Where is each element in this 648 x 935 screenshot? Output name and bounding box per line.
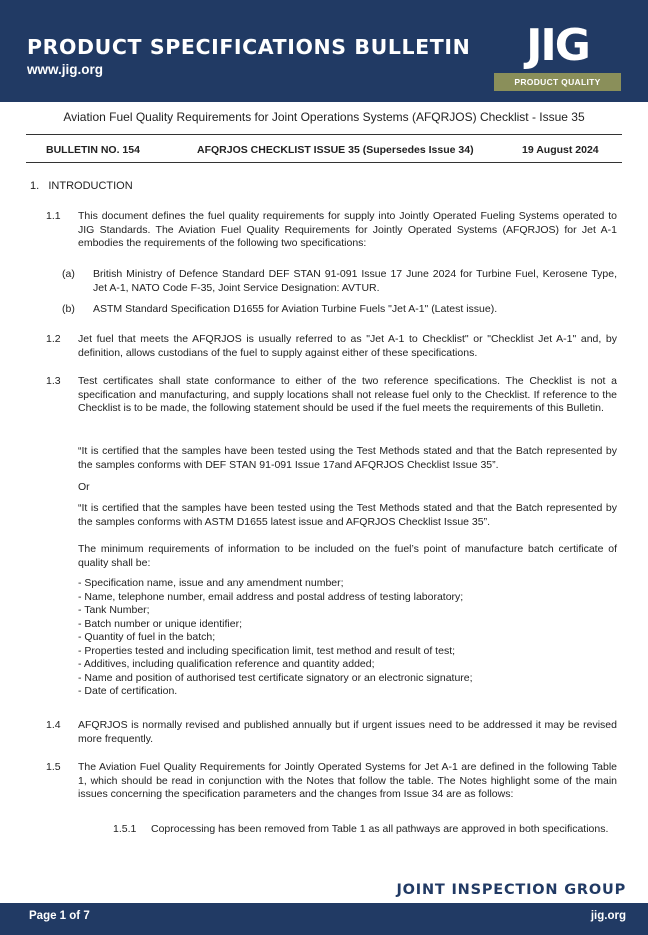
para-number: 1.1 <box>46 210 61 222</box>
minimum-requirements-intro: The minimum requirements of information to be included on the fuel’s point of manufacture batch certificate of quality shall be: <box>78 543 617 569</box>
list-item: - Date of certification. <box>78 685 178 697</box>
header-banner <box>0 0 648 102</box>
list-item: - Quantity of fuel in the batch; <box>78 631 216 643</box>
list-item: - Name and position of authorised test certificate signatory or an electronic signature; <box>78 671 473 684</box>
paragraph-1-5-1: Coprocessing has been removed from Table 1 as all pathways are approved in both specifications. <box>151 823 609 835</box>
para-number: 1.2 <box>46 333 61 345</box>
paragraph-1-1-a: British Ministry of Defence Standard DEF STAN 91-091 Issue 17 June 2024 for Turbine Fuel, Kerosene Type, Jet A-1, NATO Code F-35, Joint Service Designation: AVTUR. <box>93 268 617 294</box>
page-number: Page 1 of 7 <box>29 910 90 922</box>
section-heading <box>30 180 133 192</box>
bulletin-number: BULLETIN NO. 154 <box>46 144 140 156</box>
para-number: 1.4 <box>46 719 61 731</box>
item-label-a: (a) <box>62 268 75 280</box>
footer-url-link[interactable]: jig.org <box>590 910 626 922</box>
para-number: 1.3 <box>46 375 61 387</box>
section-title: INTRODUCTION <box>48 180 133 192</box>
divider-top <box>26 134 622 135</box>
paragraph-1-3: Test certificates shall state conformance to either of the two reference specifications. The Checklist is not a specification and manufacturing, and supply locations shall not release fuel only to the Checklist. If reference to the Checklist is to be made, the following statement should be used if the fuel meets the requirements of this Bulletin. <box>78 375 617 414</box>
bulletin-date: 19 August 2024 <box>522 144 599 156</box>
logo-letters: JIG <box>526 20 589 71</box>
para-number: 1.5 <box>46 761 61 773</box>
divider-bottom <box>26 162 622 163</box>
list-item: - Additives, including qualification reference and quantity added; <box>78 658 375 670</box>
bulletin-title: PRODUCT SPECIFICATIONS BULLETIN <box>27 35 471 59</box>
checklist-issue: AFQRJOS CHECKLIST ISSUE 35 (Supersedes Issue 34) <box>197 144 474 156</box>
certification-quote-1: “It is certified that the samples have been tested using the Test Methods stated and that the Batch represented by the samples conforms with DEF STAN 91-091 Issue 17and AFQRJOS Checklist Issue 35”. <box>78 445 617 471</box>
paragraph-1-4: AFQRJOS is normally revised and published annually but if urgent issues need to be addressed it may be revised more frequently. <box>78 719 617 745</box>
jig-logo <box>494 20 621 90</box>
paragraph-1-2: Jet fuel that meets the AFQRJOS is usually referred to as "Jet A-1 to Checklist" or "Checklist Jet A-1" and, by definition, allows custodians of the fuel to supply against either of these specifications. <box>78 333 617 359</box>
or-text: Or <box>78 481 90 493</box>
logo-subtitle: PRODUCT QUALITY <box>494 73 621 91</box>
paragraph-1-5: The Aviation Fuel Quality Requirements for Jointly Operated Systems for Jet A-1 are defined in the following Table 1, which should be read in conjunction with the Notes that follow the table. The Notes highlight some of the main issues concerning the specification parameters and the changes from Issue 34 are as follows: <box>78 761 617 800</box>
certification-quote-2: “It is certified that the samples have been tested using the Test Methods stated and that the Batch represented by the samples conforms with ASTM D1655 latest issue and AFQRJOS Checklist Issue 35”. <box>78 502 617 528</box>
footer-bar <box>0 903 648 935</box>
footer-brand: JOINT INSPECTION GROUP <box>396 882 626 898</box>
list-item: - Specification name, issue and any amendment number; <box>78 577 344 589</box>
section-number: 1. <box>30 180 40 192</box>
paragraph-1-1: This document defines the fuel quality requirements for supply into Jointly Operated Fueling Systems operated to JIG Standards. The Aviation Fuel Quality Requirements for Jointly Operated Systems (AFQRJOS) for Jet A-1 embodies the requirements of the following two specifications: <box>78 210 617 249</box>
document-title: Aviation Fuel Quality Requirements for Joint Operations Systems (AFQRJOS) Checklist - Issue 35 <box>63 110 585 124</box>
paragraph-1-1-b: ASTM Standard Specification D1655 for Aviation Turbine Fuels "Jet A-1" (Latest issue). <box>93 303 498 315</box>
subpara-number: 1.5.1 <box>113 823 137 835</box>
item-label-b: (b) <box>62 303 75 315</box>
header-url-link[interactable]: www.jig.org <box>27 62 103 77</box>
list-item: - Properties tested and including specification limit, test method and result of test; <box>78 644 456 657</box>
list-item: - Batch number or unique identifier; <box>78 617 243 630</box>
requirements-list <box>78 577 617 699</box>
list-item: - Name, telephone number, email address and postal address of testing laboratory; <box>78 590 464 603</box>
list-item: - Tank Number; <box>78 604 150 616</box>
